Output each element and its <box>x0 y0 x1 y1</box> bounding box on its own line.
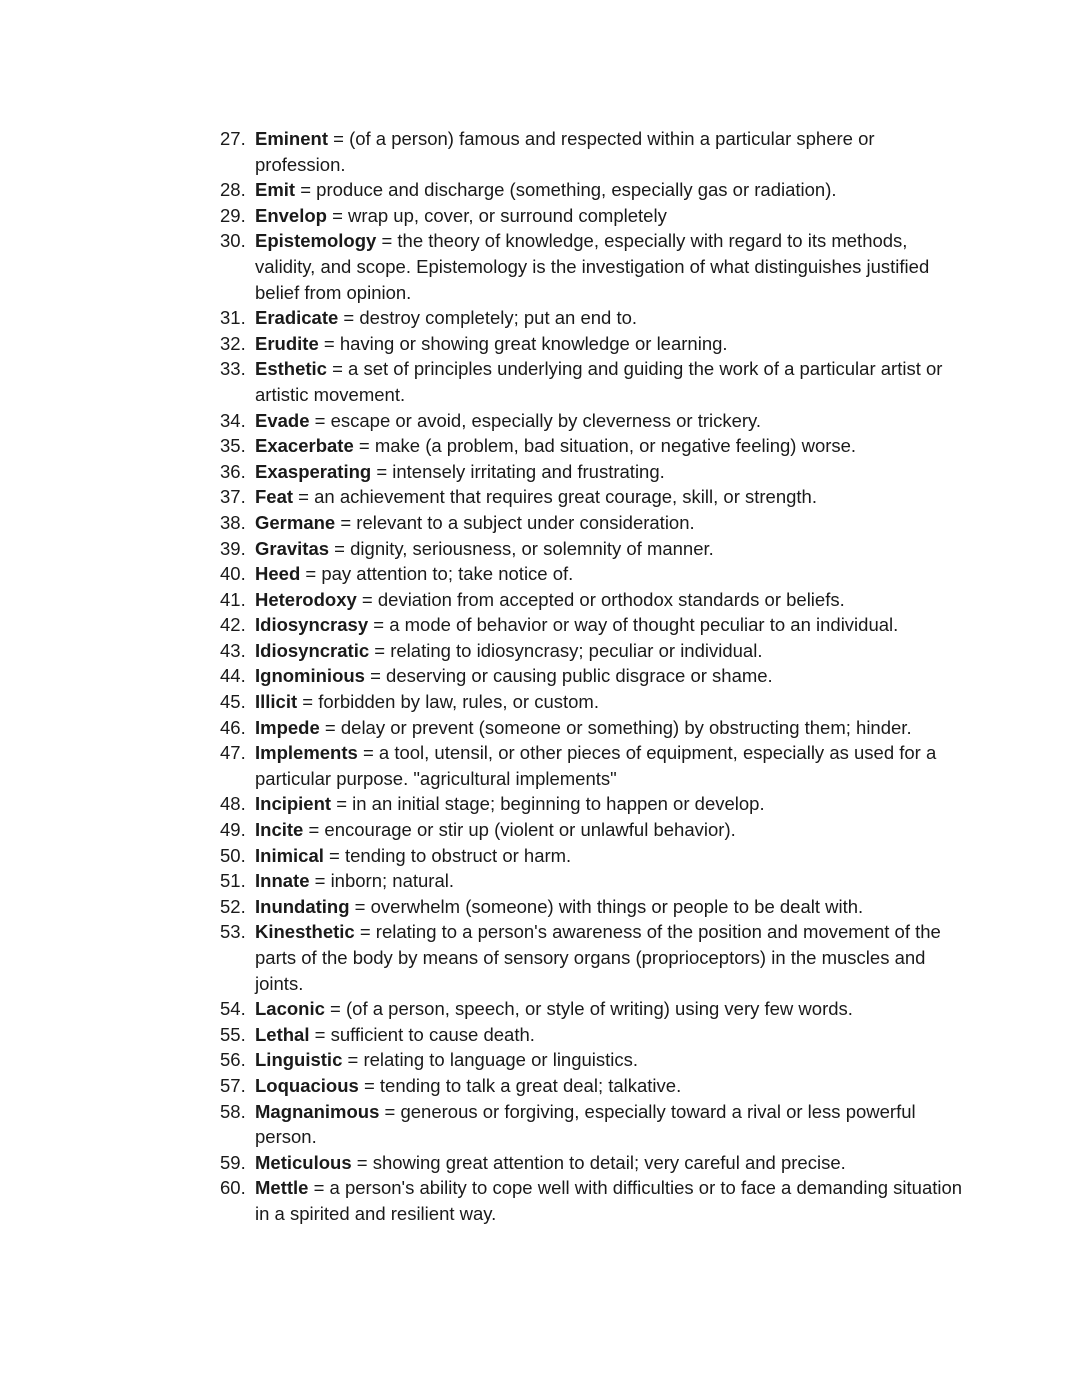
vocabulary-entry <box>220 587 965 613</box>
entry-number: 34. <box>220 409 246 431</box>
entry-definition: = showing great attention to detail; very careful and precise. <box>351 1151 846 1173</box>
vocabulary-entry <box>220 228 965 305</box>
vocabulary-entry <box>220 663 965 689</box>
entry-term: Meticulous <box>255 1151 352 1173</box>
entry-term: Innate <box>255 870 310 892</box>
entry-definition: = make (a problem, bad situation, or negative feeling) worse. <box>353 435 857 457</box>
entry-term: Incipient <box>255 793 332 815</box>
entry-number: 55. <box>220 1023 246 1045</box>
entry-term: Illicit <box>255 691 298 713</box>
vocabulary-entry <box>220 740 965 791</box>
entry-number: 57. <box>220 1074 246 1096</box>
vocabulary-list <box>220 126 965 1227</box>
entry-number: 39. <box>220 537 246 559</box>
entry-number: 30. <box>220 230 246 252</box>
entry-number: 35. <box>220 435 246 457</box>
entry-number: 50. <box>220 844 246 866</box>
entry-number: 52. <box>220 895 246 917</box>
entry-term: Mettle <box>255 1177 309 1199</box>
vocabulary-entry <box>220 689 965 715</box>
entry-definition: = a set of principles underlying and guiding the work of a particular artist or artistic movement. <box>255 358 943 405</box>
entry-term: Esthetic <box>255 358 327 380</box>
entry-number: 51. <box>220 870 246 892</box>
entry-definition: = relating to language or linguistics. <box>342 1049 639 1071</box>
entry-definition: = inborn; natural. <box>309 870 454 892</box>
entry-number: 46. <box>220 716 246 738</box>
entry-definition: = the theory of knowledge, especially with regard to its methods, validity, and scope. Epistemology is the investigation of what distinguishes justified belief from opinion. <box>255 230 930 303</box>
entry-number: 53. <box>220 921 246 943</box>
entry-definition: = tending to obstruct or harm. <box>323 844 572 866</box>
entry-number: 48. <box>220 793 246 815</box>
entry-number: 54. <box>220 998 246 1020</box>
entry-definition: = encourage or stir up (violent or unlawful behavior). <box>303 819 736 841</box>
entry-number: 38. <box>220 511 246 533</box>
entry-number: 58. <box>220 1100 246 1122</box>
vocabulary-entry <box>220 638 965 664</box>
entry-definition: = sufficient to cause death. <box>309 1023 535 1045</box>
entry-definition: = in an initial stage; beginning to happen or develop. <box>331 793 765 815</box>
entry-term: Emit <box>255 179 296 201</box>
entry-definition: = intensely irritating and frustrating. <box>371 460 665 482</box>
entry-term: Idiosyncrasy <box>255 614 369 636</box>
entry-number: 33. <box>220 358 246 380</box>
entry-term: Epistemology <box>255 230 377 252</box>
entry-number: 29. <box>220 204 246 226</box>
entry-number: 49. <box>220 819 246 841</box>
entry-definition: = relevant to a subject under consideration. <box>335 511 695 533</box>
entry-definition: = overwhelm (someone) with things or people to be dealt with. <box>349 895 864 917</box>
entry-term: Idiosyncratic <box>255 639 370 661</box>
vocabulary-entry <box>220 536 965 562</box>
entry-definition: = an achievement that requires great courage, skill, or strength. <box>293 486 817 508</box>
entry-term: Germane <box>255 511 336 533</box>
entry-number: 56. <box>220 1049 246 1071</box>
entry-number: 47. <box>220 742 246 764</box>
vocabulary-entry <box>220 408 965 434</box>
vocabulary-entry <box>220 868 965 894</box>
entry-term: Heterodoxy <box>255 588 357 610</box>
entry-term: Eminent <box>255 128 328 149</box>
entry-definition: = produce and discharge (something, especially gas or radiation). <box>295 179 837 201</box>
entry-number: 44. <box>220 665 246 687</box>
vocabulary-entry <box>220 919 965 996</box>
vocabulary-entry <box>220 510 965 536</box>
vocabulary-entry <box>220 715 965 741</box>
entry-number: 60. <box>220 1177 246 1199</box>
vocabulary-entry <box>220 1175 965 1226</box>
vocabulary-entry <box>220 1073 965 1099</box>
entry-number: 41. <box>220 588 246 610</box>
entry-term: Linguistic <box>255 1049 343 1071</box>
vocabulary-entry <box>220 1047 965 1073</box>
vocabulary-entry <box>220 1022 965 1048</box>
entry-term: Lethal <box>255 1023 310 1045</box>
entry-definition: = pay attention to; take notice of. <box>300 563 574 585</box>
entry-definition: = generous or forgiving, especially toward a rival or less powerful person. <box>255 1100 916 1148</box>
vocabulary-entry <box>220 1099 965 1150</box>
vocabulary-entry <box>220 791 965 817</box>
vocabulary-entry <box>220 177 965 203</box>
entry-definition: = destroy completely; put an end to. <box>338 307 638 329</box>
entry-term: Magnanimous <box>255 1100 380 1122</box>
entry-term: Exasperating <box>255 460 372 482</box>
entry-term: Eradicate <box>255 307 339 329</box>
entry-definition: = escape or avoid, especially by cleverness or trickery. <box>309 409 762 431</box>
vocabulary-entry <box>220 356 965 407</box>
entry-definition: = (of a person, speech, or style of writing) using very few words. <box>324 998 853 1020</box>
entry-term: Evade <box>255 409 310 431</box>
vocabulary-entry <box>220 1150 965 1176</box>
entry-definition: = dignity, seriousness, or solemnity of manner. <box>329 537 714 559</box>
entry-term: Incite <box>255 819 304 841</box>
entry-number: 59. <box>220 1151 246 1173</box>
entry-number: 42. <box>220 614 246 636</box>
entry-definition: = delay or prevent (someone or something) by obstructing them; hinder. <box>319 716 912 738</box>
entry-definition: = a mode of behavior or way of thought peculiar to an individual. <box>368 614 899 636</box>
entry-number: 37. <box>220 486 246 508</box>
entry-definition: = relating to idiosyncrasy; peculiar or individual. <box>369 639 763 661</box>
entry-term: Envelop <box>255 204 327 226</box>
entry-term: Erudite <box>255 332 319 354</box>
vocabulary-entry <box>220 817 965 843</box>
vocabulary-entry <box>220 203 965 229</box>
entry-term: Laconic <box>255 998 325 1020</box>
vocabulary-entry <box>220 996 965 1022</box>
entry-term: Ignominious <box>255 665 365 687</box>
entry-term: Implements <box>255 742 358 764</box>
entry-term: Gravitas <box>255 537 330 559</box>
vocabulary-entry <box>220 561 965 587</box>
entry-number: 28. <box>220 179 246 201</box>
entry-term: Heed <box>255 563 301 585</box>
entry-number: 45. <box>220 691 246 713</box>
entry-definition: = forbidden by law, rules, or custom. <box>297 691 599 713</box>
entry-definition: = deviation from accepted or orthodox standards or beliefs. <box>356 588 845 610</box>
entry-definition: = deserving or causing public disgrace or shame. <box>364 665 773 687</box>
entry-term: Impede <box>255 716 320 738</box>
entry-term: Feat <box>255 486 294 508</box>
entry-term: Loquacious <box>255 1074 359 1096</box>
vocabulary-entry <box>220 433 965 459</box>
vocabulary-entry <box>220 843 965 869</box>
entry-definition: = wrap up, cover, or surround completely <box>326 204 667 226</box>
entry-definition: = a person's ability to cope well with difficulties or to face a demanding situation in a spirited and resilient way. <box>255 1177 963 1224</box>
vocabulary-entry <box>220 305 965 331</box>
entry-number: 43. <box>220 639 246 661</box>
entry-term: Kinesthetic <box>255 921 355 943</box>
entry-term: Inundating <box>255 895 350 917</box>
entry-number: 40. <box>220 563 246 585</box>
entry-definition: = (of a person) famous and respected within a particular sphere or profession. <box>255 128 875 175</box>
entry-definition: = having or showing great knowledge or learning. <box>318 332 728 354</box>
entry-definition: = tending to talk a great deal; talkative. <box>358 1074 682 1096</box>
entry-term: Inimical <box>255 844 324 866</box>
vocabulary-entry <box>220 612 965 638</box>
vocabulary-entry <box>220 459 965 485</box>
vocabulary-entry <box>220 331 965 357</box>
entry-number: 32. <box>220 332 246 354</box>
entry-number: 27. <box>220 128 246 149</box>
vocabulary-entry <box>220 126 965 177</box>
entry-definition: = a tool, utensil, or other pieces of equipment, especially as used for a particular purpose. "agricultural implements" <box>255 742 937 789</box>
entry-definition: = relating to a person's awareness of the position and movement of the parts of the body by means of sensory organs (proprioceptors) in the muscles and joints. <box>255 921 941 994</box>
vocabulary-entry <box>220 894 965 920</box>
entry-term: Exacerbate <box>255 435 354 457</box>
vocabulary-entry <box>220 484 965 510</box>
entry-number: 31. <box>220 307 246 329</box>
entry-number: 36. <box>220 460 246 482</box>
